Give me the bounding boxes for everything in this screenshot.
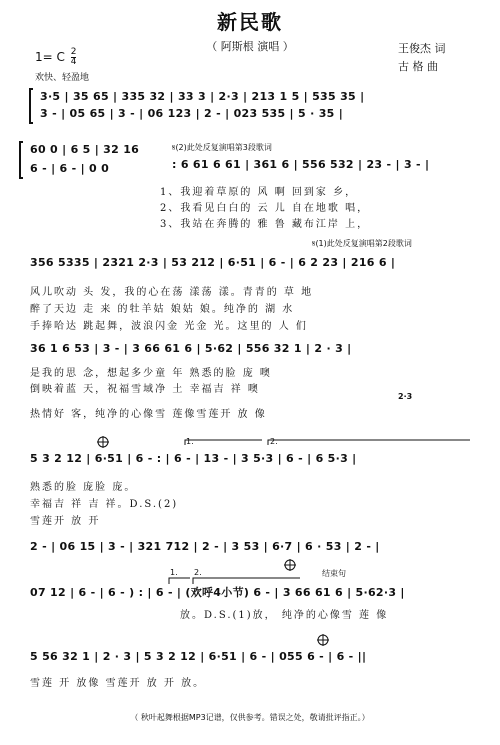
notes-row-1a: 3·5 | 35 65 | 335 32 | 33 3 | 2·3 | 213 1 5 | 535 35 |	[40, 90, 365, 103]
lyric-4-3: 热情好 客，纯净的心像雪 莲像雪莲开 放 像	[30, 409, 267, 420]
notes-row-5: 5 3 2 12 | 6·51 | 6 - : | 6 - | 13 - | 3 5·3 | 6 - | 6 5·3 |	[30, 452, 357, 465]
volta-2b-line	[193, 578, 300, 584]
key-signature: 1= C $\frac{2}{4}$	[35, 47, 77, 67]
upper-notes: 2·3	[398, 392, 413, 401]
volta-1-line	[185, 440, 262, 445]
tempo-marking: 欢快、轻盈地	[35, 73, 90, 83]
lyricist-credit: 王俊杰 词	[398, 42, 446, 55]
lyric-5-1: 熟悉的脸 庞脸 庞。	[30, 482, 137, 493]
lyric-3-1: 风儿吹动 头 发，我的心在荡 漾荡 漾。青青的 草 地	[30, 287, 314, 298]
volta-2-line	[268, 440, 470, 445]
notes-row-6: 2 - | 06 15 | 3 - | 321 712 | 2 - | 3 53 | 6·7 | 6 · 53 | 2 - |	[30, 540, 380, 553]
system-bracket-2	[20, 142, 23, 178]
composer-credit: 古 格 曲	[398, 60, 438, 73]
notes-row-2c: : 6 61 6 61 | 361 6 | 556 532 | 23 - | 3 - |	[172, 158, 430, 171]
time-bottom: 4	[70, 57, 77, 67]
ending-mark: 结束句	[322, 569, 346, 578]
notes-row-1b: 3 - | 05 65 | 3 - | 06 123 | 2 - | 023 535 | 5 · 35 |	[40, 107, 344, 120]
notes-row-7: 07 12 | 6 - | 6 - ) : | 6 - | (欢呼4小节) 6 - | 3 66 61 6 | 5·62·3 |	[30, 586, 405, 599]
notes-row-8: 5 56 32 1 | 2 · 3 | 5 3 2 12 | 6·51 | 6 - | 055 6 - | 6 - ||	[30, 650, 367, 663]
volta-2-mark: 2.	[270, 437, 278, 446]
lyric-2-2: 2、我看见白白的 云 儿 自在地歌 唱，	[160, 203, 370, 214]
volta-1-mark: 1.	[186, 437, 194, 446]
system-bracket-1	[30, 89, 33, 123]
lyric-3-2: 醉了天边 走 来 的牡羊姑 娘姑 娘。纯净的 湖 水	[30, 304, 295, 315]
lyric-2-1: 1、我迎着草原的 风 啊 回到家 乡，	[160, 187, 358, 198]
notes-row-2a: 60 0 | 6 5 | 32 16	[30, 143, 140, 156]
song-title: 新民歌	[217, 10, 283, 34]
singer-credit: （ 阿斯根 演唱 ）	[206, 40, 294, 53]
volta-2b-mark: 2.	[194, 568, 202, 577]
lyric-8-1: 雪莲 开 放像 雪莲开 放 开 放。	[30, 678, 206, 689]
transcription-note: （ 秋叶起舞根据MP3记谱，仅供参考。错误之处，敬请批评指正。）	[130, 713, 370, 722]
lyric-4-1: 是我的思 念，想起多少童 年 熟悉的脸 庞 噢	[30, 368, 272, 379]
volta-1b-line	[169, 578, 190, 584]
lyric-3-3: 手捧哈达 跳起舞，波浪闪金 光金 光。这里的 人 们	[30, 321, 308, 332]
notes-row-4: 36 1 6 53 | 3 - | 3 66 61 6 | 5·62 | 556 32 1 | 2 · 3 |	[30, 342, 352, 355]
time-top: 2	[70, 47, 77, 57]
lyric-2-3: 3、我站在奔腾的 雅 鲁 藏布江岸 上，	[160, 219, 370, 230]
segno-mark-1: 𝄋(1)此处反复演唱第2段歌词	[312, 239, 412, 248]
notes-row-3: 356 5335 | 2321 2·3 | 53 212 | 6·51 | 6 - | 6 2 23 | 216 6 |	[30, 256, 396, 269]
segno-mark-2: 𝄋(2)此处反复演唱第3段歌词	[172, 143, 272, 152]
lyric-4-2: 倒映着蓝 天，祝福雪域净 土 幸福吉 祥 噢	[30, 384, 260, 395]
notes-row-2b: 6 - | 6 - | 0 0	[30, 162, 110, 175]
lyric-5-2: 幸福吉 祥 吉 祥。D.S.(2)	[30, 499, 179, 510]
lyric-5-3: 雪莲开 放 开	[30, 516, 101, 527]
volta-1b-mark: 1.	[170, 568, 178, 577]
lyric-7-1: 放。D.S.(1)放， 纯净的心像雪 莲 像	[180, 610, 389, 621]
